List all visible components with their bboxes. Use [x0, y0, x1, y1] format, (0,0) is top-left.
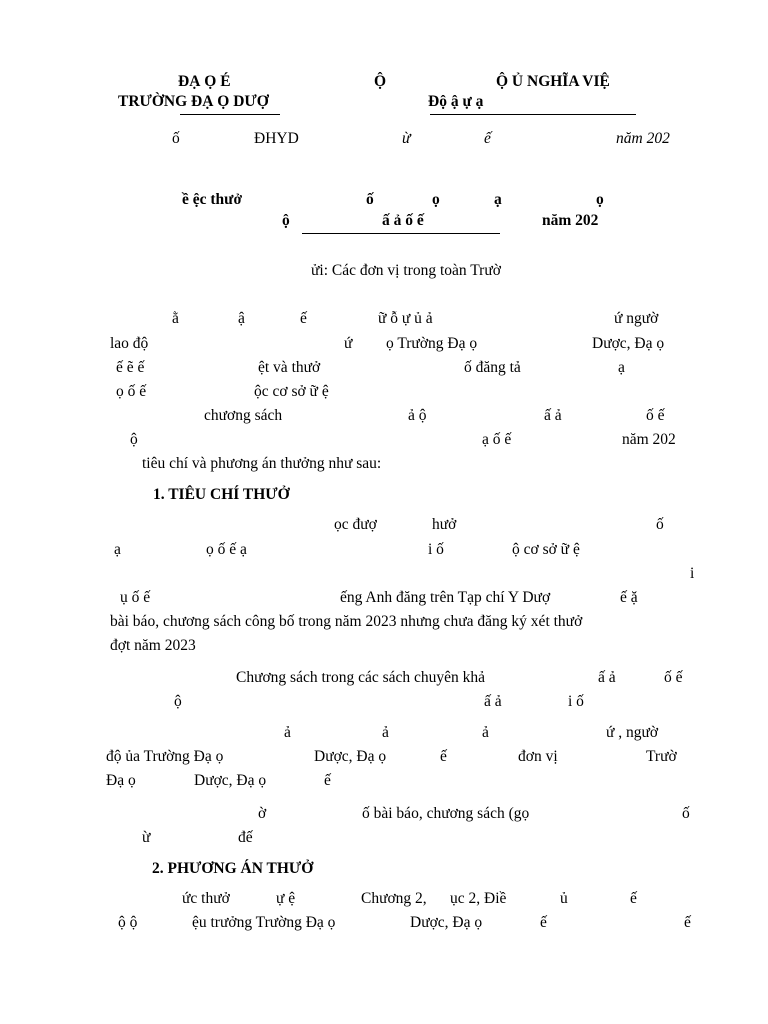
- s1-p4-l2-c: ế: [440, 748, 447, 765]
- s1-p2-l3: đợt năm 2023: [110, 637, 196, 654]
- intro-l3-b: ệt và thưở: [258, 359, 321, 376]
- s1-p4-l3-a: Đạ ọ: [106, 772, 136, 789]
- s2-l1-f: ế: [630, 890, 637, 907]
- section2-heading: 2. PHƯƠNG ÁN THƯỞ: [152, 860, 314, 877]
- motto-line2: Độ ậ ự ạ: [428, 93, 484, 110]
- title-line1-e: ọ: [596, 191, 604, 208]
- s1-p2-l1-a: ụ ố ế: [120, 589, 151, 606]
- s1-p4-l2-e: Trườ: [646, 748, 677, 765]
- intro-l6-a: ộ: [130, 431, 138, 448]
- s1-p4-l2-a: độ ủa Trường Đạ ọ: [106, 748, 224, 765]
- s1-p5-l1-b: ố bài báo, chương sách (gọ: [362, 805, 530, 822]
- intro-l1-c: ế: [300, 310, 307, 327]
- intro-l3-d: ạ: [618, 359, 625, 376]
- title-line1-c: ọ: [432, 191, 440, 208]
- title-line2-b: ấ ả ố ế: [382, 212, 424, 229]
- title-line2-a: ộ: [282, 212, 290, 229]
- intro-l3-c: ố đăng tả: [464, 359, 521, 376]
- intro-l2-d: Dược, Đạ ọ: [592, 335, 665, 352]
- s1-p2-l1-b: ếng Anh đăng trên Tạp chí Y Dượ: [340, 589, 551, 606]
- s1-p1-l1-c: ố: [656, 516, 664, 533]
- s1-p4-l1-a: ả: [284, 724, 291, 741]
- intro-l2-c: ọ Trường Đạ ọ: [386, 335, 478, 352]
- s1-p5-l1-a: ờ: [258, 805, 267, 822]
- s1-p3-l1-a: Chương sách trong các sách chuyên khả: [236, 669, 486, 686]
- intro-l6-b: ạ ố ế: [482, 431, 512, 448]
- intro-l2-b: ứ: [344, 335, 353, 352]
- ministry-name: ĐẠ Ọ É: [178, 73, 231, 90]
- intro-l7: tiêu chí và phương án thưởng như sau:: [142, 455, 382, 472]
- s2-l2-a: ộ ộ: [118, 914, 138, 931]
- s1-p4-l3-c: ế: [324, 772, 331, 789]
- s1-p1-l2-c: i ố: [428, 541, 444, 558]
- title-underline: [302, 233, 500, 234]
- ref-code: ĐHYD: [254, 130, 299, 147]
- s1-p3-l1-c: ố ế: [664, 669, 683, 686]
- title-line1-a: ề ệc thưở: [182, 191, 243, 208]
- s1-p5-l2-b: đế: [238, 829, 253, 846]
- s1-p1-l2-a: ạ: [114, 541, 121, 558]
- s1-p1-l1-b: hưở: [432, 516, 457, 533]
- intro-l6-c: năm 202: [622, 431, 676, 448]
- s1-p1-l2-d: ộ cơ sở ữ ệ: [512, 541, 580, 558]
- s1-p1-l1-a: ọc đượ: [334, 516, 377, 533]
- s2-l2-b: ệu trưởng Trường Đạ ọ: [192, 914, 336, 931]
- s1-p4-l1-c: ả: [482, 724, 489, 741]
- s2-l1-b: ự ệ: [276, 890, 296, 907]
- motto-underline: [430, 114, 636, 115]
- s1-p3-l2-b: ấ ả: [484, 693, 502, 710]
- s1-p2-l2: bài báo, chương sách công bố trong năm 2023 nhưng chưa đăng ký xét thưở: [110, 613, 583, 630]
- s1-p2-l1-c: ế ặ: [620, 589, 638, 606]
- intro-l1-d: ữ ỗ ự ủ ả: [378, 310, 433, 327]
- s2-l2-e: ế: [684, 914, 691, 931]
- motto-fragment-b: Ộ Ủ NGHĨA VIỆ: [496, 73, 610, 90]
- title-line2-c: năm 202: [542, 212, 599, 229]
- s1-p3-l2-c: i ố: [568, 693, 584, 710]
- ref-number-label: ố: [172, 130, 180, 147]
- s1-p1-l2-b: ọ ố ế ạ: [206, 541, 247, 558]
- intro-l3-a: ế ẽ ế: [116, 359, 145, 376]
- intro-l1-a: ằ: [172, 310, 179, 327]
- recipient-line: ửi: Các đơn vị trong toàn Trườ: [311, 262, 501, 279]
- s1-p2-l0: i: [690, 565, 695, 582]
- s1-p3-l1-b: ấ ả: [598, 669, 616, 686]
- s2-l1-e: ủ: [560, 890, 568, 907]
- motto-fragment-a: Ộ: [374, 73, 387, 90]
- title-line1-d: ạ: [494, 191, 502, 208]
- s1-p3-l2-a: ộ: [174, 693, 182, 710]
- intro-l1-e: ứ ngườ: [614, 310, 659, 327]
- intro-l4-a: ọ ố ế: [116, 383, 147, 400]
- intro-l1-b: ậ: [238, 310, 245, 327]
- s1-p4-l1-d: ứ , ngườ: [606, 724, 659, 741]
- s2-l2-d: ế: [540, 914, 547, 931]
- school-name-underline: [180, 114, 280, 115]
- intro-l5-d: ố ế: [646, 407, 665, 424]
- date-fragment-a: ừ: [402, 130, 411, 147]
- section1-heading: 1. TIÊU CHÍ THƯỞ: [153, 486, 290, 503]
- s2-l1-d: ục 2, Điề: [450, 890, 507, 907]
- s1-p4-l2-b: Dược, Đạ ọ: [314, 748, 387, 765]
- title-line1-b: ố: [366, 191, 374, 208]
- s2-l1-a: ức thưở: [182, 890, 230, 907]
- date-fragment-b: ế: [484, 130, 491, 147]
- s1-p4-l2-d: đơn vị: [518, 748, 558, 765]
- s1-p4-l1-b: ả: [382, 724, 389, 741]
- intro-l4-b: ộc cơ sở ữ ệ: [254, 383, 329, 400]
- intro-l5-a: chương sách: [204, 407, 283, 424]
- s1-p4-l3-b: Dược, Đạ ọ: [194, 772, 267, 789]
- s2-l1-c: Chương 2,: [361, 890, 427, 907]
- s2-l2-c: Dược, Đạ ọ: [410, 914, 483, 931]
- school-name: TRƯỜNG ĐẠ Ọ DƯỢ: [118, 93, 269, 110]
- intro-l5-b: ả ộ: [408, 407, 427, 424]
- s1-p5-l1-c: ố: [682, 805, 690, 822]
- intro-l5-c: ấ ả: [544, 407, 562, 424]
- s1-p5-l2-a: ừ: [142, 829, 151, 846]
- intro-l2-a: lao độ: [110, 335, 149, 352]
- date-year: năm 202: [616, 130, 670, 147]
